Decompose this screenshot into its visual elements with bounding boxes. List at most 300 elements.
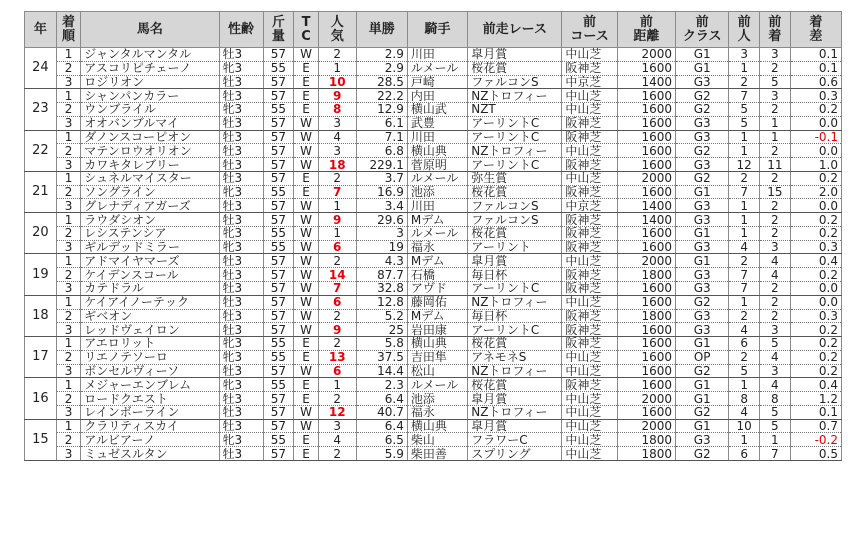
- margin-cell: 0.0: [790, 295, 841, 309]
- odds-cell: 3.4: [356, 199, 407, 213]
- margin-cell: 0.3: [790, 89, 841, 103]
- prev-course-cell: 阪神芝: [562, 61, 617, 75]
- prev-finish-cell: 1: [759, 433, 790, 447]
- prev-class-cell: G1: [676, 185, 729, 199]
- sex-age-cell: 牝3: [219, 337, 263, 351]
- jockey-cell: ルメール: [407, 226, 467, 240]
- prev-race-cell: アーリントC: [468, 130, 562, 144]
- tc-cell: W: [294, 226, 319, 240]
- margin-cell: 2.0: [790, 185, 841, 199]
- column-header: 年: [25, 12, 57, 48]
- prev-class-cell: G1: [676, 61, 729, 75]
- tc-cell: E: [294, 392, 319, 406]
- weight-cell: 57: [263, 199, 294, 213]
- prev-pop-cell: 2: [729, 171, 760, 185]
- prev-class-cell: G3: [676, 433, 729, 447]
- prev-pop-cell: 2: [729, 350, 760, 364]
- sex-age-cell: 牡3: [219, 213, 263, 227]
- horse-name-cell: ボンセルヴィーソ: [81, 364, 219, 378]
- prev-finish-cell: 3: [759, 364, 790, 378]
- prev-distance-cell: 1800: [617, 447, 675, 461]
- jockey-cell: 藤岡佑: [407, 295, 467, 309]
- tc-cell: W: [294, 268, 319, 282]
- popularity-cell: 10: [318, 75, 356, 89]
- tc-cell: E: [294, 75, 319, 89]
- margin-cell: -0.2: [790, 433, 841, 447]
- year-cell: 18: [25, 295, 57, 336]
- horse-name-cell: ウンブライル: [81, 103, 219, 117]
- prev-race-cell: 桜花賞: [468, 185, 562, 199]
- odds-cell: 2.9: [356, 61, 407, 75]
- table-row: [25, 158, 842, 172]
- popularity-cell: 9: [318, 213, 356, 227]
- prev-class-cell: G2: [676, 171, 729, 185]
- tc-cell: W: [294, 48, 319, 62]
- margin-cell: 0.3: [790, 240, 841, 254]
- prev-race-cell: NZトロフィー: [468, 295, 562, 309]
- prev-course-cell: 中山芝: [562, 447, 617, 461]
- odds-cell: 7.1: [356, 130, 407, 144]
- jockey-cell: 柴田善: [407, 447, 467, 461]
- finish-cell: 1: [56, 213, 81, 227]
- jockey-cell: 池添: [407, 185, 467, 199]
- prev-pop-cell: 10: [729, 419, 760, 433]
- horse-name-cell: カワキタレブリー: [81, 158, 219, 172]
- prev-distance-cell: 1600: [617, 89, 675, 103]
- sex-age-cell: 牝3: [219, 240, 263, 254]
- table-row: [25, 103, 842, 117]
- prev-distance-cell: 1600: [617, 405, 675, 419]
- popularity-cell: 1: [318, 226, 356, 240]
- prev-distance-cell: 1600: [617, 116, 675, 130]
- weight-cell: 55: [263, 350, 294, 364]
- column-header: 単勝: [356, 12, 407, 48]
- table-row: [25, 309, 842, 323]
- jockey-cell: 横山典: [407, 337, 467, 351]
- prev-distance-cell: 1600: [617, 295, 675, 309]
- horse-name-cell: アエロリット: [81, 337, 219, 351]
- prev-pop-cell: 1: [729, 61, 760, 75]
- weight-cell: 57: [263, 213, 294, 227]
- horse-name-cell: オオバンブルマイ: [81, 116, 219, 130]
- prev-course-cell: 阪神芝: [562, 268, 617, 282]
- sex-age-cell: 牡3: [219, 158, 263, 172]
- horse-name-cell: ロジリオン: [81, 75, 219, 89]
- prev-distance-cell: 1600: [617, 185, 675, 199]
- weight-cell: 57: [263, 116, 294, 130]
- prev-pop-cell: 6: [729, 337, 760, 351]
- tc-cell: E: [294, 171, 319, 185]
- finish-cell: 3: [56, 116, 81, 130]
- prev-course-cell: 中山芝: [562, 419, 617, 433]
- horse-name-cell: レッドヴェイロン: [81, 323, 219, 337]
- odds-cell: 87.7: [356, 268, 407, 282]
- weight-cell: 57: [263, 171, 294, 185]
- finish-cell: 2: [56, 350, 81, 364]
- weight-cell: 57: [263, 254, 294, 268]
- prev-course-cell: 阪神芝: [562, 282, 617, 296]
- weight-cell: 57: [263, 309, 294, 323]
- sex-age-cell: 牝3: [219, 378, 263, 392]
- sex-age-cell: 牝3: [219, 226, 263, 240]
- tc-cell: W: [294, 309, 319, 323]
- sex-age-cell: 牡3: [219, 268, 263, 282]
- weight-cell: 55: [263, 240, 294, 254]
- prev-distance-cell: 2000: [617, 392, 675, 406]
- finish-cell: 3: [56, 199, 81, 213]
- horse-name-cell: ダノンスコーピオン: [81, 130, 219, 144]
- table-row: [25, 240, 842, 254]
- prev-race-cell: アーリントC: [468, 116, 562, 130]
- odds-cell: 229.1: [356, 158, 407, 172]
- popularity-cell: 9: [318, 89, 356, 103]
- finish-cell: 2: [56, 103, 81, 117]
- prev-distance-cell: 1600: [617, 282, 675, 296]
- prev-class-cell: G3: [676, 130, 729, 144]
- margin-cell: 0.0: [790, 282, 841, 296]
- tc-cell: W: [294, 364, 319, 378]
- popularity-cell: 1: [318, 199, 356, 213]
- table-row: [25, 405, 842, 419]
- horse-name-cell: アドマイヤマーズ: [81, 254, 219, 268]
- tc-cell: E: [294, 185, 319, 199]
- prev-class-cell: G3: [676, 116, 729, 130]
- prev-pop-cell: 1: [729, 144, 760, 158]
- weight-cell: 55: [263, 378, 294, 392]
- finish-cell: 3: [56, 364, 81, 378]
- weight-cell: 57: [263, 323, 294, 337]
- sex-age-cell: 牡3: [219, 116, 263, 130]
- jockey-cell: 柴山: [407, 433, 467, 447]
- odds-cell: 32.8: [356, 282, 407, 296]
- margin-cell: 0.2: [790, 350, 841, 364]
- jockey-cell: Mデム: [407, 213, 467, 227]
- column-header: 斤 量: [263, 12, 294, 48]
- margin-cell: 0.6: [790, 75, 841, 89]
- year-cell: 15: [25, 419, 57, 460]
- popularity-cell: 13: [318, 350, 356, 364]
- table-row: [25, 447, 842, 461]
- prev-race-cell: 桜花賞: [468, 378, 562, 392]
- prev-course-cell: 中山芝: [562, 103, 617, 117]
- year-cell: 16: [25, 378, 57, 419]
- year-cell: 23: [25, 89, 57, 130]
- prev-course-cell: 阪神芝: [562, 378, 617, 392]
- prev-distance-cell: 1600: [617, 144, 675, 158]
- prev-class-cell: OP: [676, 350, 729, 364]
- popularity-cell: 2: [318, 309, 356, 323]
- finish-cell: 1: [56, 419, 81, 433]
- margin-cell: 0.2: [790, 213, 841, 227]
- prev-class-cell: G1: [676, 419, 729, 433]
- prev-pop-cell: 7: [729, 89, 760, 103]
- margin-cell: 0.1: [790, 48, 841, 62]
- table-row: [25, 226, 842, 240]
- column-header: 前走レース: [468, 12, 562, 48]
- finish-cell: 1: [56, 378, 81, 392]
- prev-finish-cell: 2: [759, 226, 790, 240]
- weight-cell: 55: [263, 337, 294, 351]
- horse-name-cell: ジャンタルマンタル: [81, 48, 219, 62]
- tc-cell: W: [294, 295, 319, 309]
- margin-cell: 0.4: [790, 254, 841, 268]
- jockey-cell: 戸崎: [407, 75, 467, 89]
- prev-distance-cell: 1600: [617, 226, 675, 240]
- jockey-cell: アヴド: [407, 282, 467, 296]
- prev-race-cell: ファルコンS: [468, 199, 562, 213]
- prev-finish-cell: 4: [759, 254, 790, 268]
- popularity-cell: 4: [318, 433, 356, 447]
- prev-race-cell: 皐月賞: [468, 48, 562, 62]
- popularity-cell: 7: [318, 185, 356, 199]
- prev-course-cell: 阪神芝: [562, 213, 617, 227]
- popularity-cell: 18: [318, 158, 356, 172]
- table-row: [25, 116, 842, 130]
- horse-name-cell: ケイアイノーテック: [81, 295, 219, 309]
- prev-distance-cell: 1600: [617, 130, 675, 144]
- prev-course-cell: 阪神芝: [562, 116, 617, 130]
- odds-cell: 25: [356, 323, 407, 337]
- year-cell: 22: [25, 130, 57, 171]
- odds-cell: 29.6: [356, 213, 407, 227]
- column-header: 人 気: [318, 12, 356, 48]
- sex-age-cell: 牡3: [219, 447, 263, 461]
- prev-course-cell: 中山芝: [562, 433, 617, 447]
- popularity-cell: 3: [318, 116, 356, 130]
- jockey-cell: 吉田隼: [407, 350, 467, 364]
- prev-course-cell: 中山芝: [562, 254, 617, 268]
- tc-cell: W: [294, 419, 319, 433]
- prev-pop-cell: 4: [729, 323, 760, 337]
- prev-class-cell: G3: [676, 213, 729, 227]
- odds-cell: 22.2: [356, 89, 407, 103]
- sex-age-cell: 牡3: [219, 254, 263, 268]
- prev-class-cell: G2: [676, 364, 729, 378]
- margin-cell: 0.2: [790, 171, 841, 185]
- jockey-cell: Mデム: [407, 254, 467, 268]
- table-row: [25, 268, 842, 282]
- prev-course-cell: 中山芝: [562, 392, 617, 406]
- weight-cell: 57: [263, 130, 294, 144]
- tc-cell: W: [294, 213, 319, 227]
- popularity-cell: 3: [318, 144, 356, 158]
- sex-age-cell: 牝3: [219, 350, 263, 364]
- prev-course-cell: 中山芝: [562, 364, 617, 378]
- prev-finish-cell: 3: [759, 89, 790, 103]
- table-row: [25, 185, 842, 199]
- prev-pop-cell: 4: [729, 240, 760, 254]
- prev-pop-cell: 5: [729, 116, 760, 130]
- tc-cell: W: [294, 199, 319, 213]
- sex-age-cell: 牝3: [219, 433, 263, 447]
- tc-cell: E: [294, 103, 319, 117]
- prev-course-cell: 阪神芝: [562, 323, 617, 337]
- prev-finish-cell: 3: [759, 240, 790, 254]
- weight-cell: 57: [263, 75, 294, 89]
- prev-distance-cell: 1400: [617, 75, 675, 89]
- prev-pop-cell: 8: [729, 392, 760, 406]
- weight-cell: 55: [263, 433, 294, 447]
- horse-name-cell: ケイデンスコール: [81, 268, 219, 282]
- table-row: [25, 144, 842, 158]
- prev-pop-cell: 1: [729, 213, 760, 227]
- tc-cell: W: [294, 240, 319, 254]
- odds-cell: 6.1: [356, 116, 407, 130]
- horse-name-cell: ギルデッドミラー: [81, 240, 219, 254]
- jockey-cell: Mデム: [407, 309, 467, 323]
- odds-cell: 5.2: [356, 309, 407, 323]
- table-row: [25, 350, 842, 364]
- margin-cell: 0.4: [790, 378, 841, 392]
- margin-cell: 0.1: [790, 405, 841, 419]
- finish-cell: 2: [56, 185, 81, 199]
- weight-cell: 57: [263, 405, 294, 419]
- table-row: [25, 295, 842, 309]
- popularity-cell: 6: [318, 295, 356, 309]
- prev-race-cell: NZトロフィー: [468, 144, 562, 158]
- tc-cell: W: [294, 130, 319, 144]
- tc-cell: W: [294, 144, 319, 158]
- horse-name-cell: マテンロウオリオン: [81, 144, 219, 158]
- popularity-cell: 2: [318, 337, 356, 351]
- prev-course-cell: 阪神芝: [562, 158, 617, 172]
- prev-distance-cell: 1600: [617, 364, 675, 378]
- weight-cell: 57: [263, 89, 294, 103]
- prev-distance-cell: 1400: [617, 213, 675, 227]
- weight-cell: 55: [263, 103, 294, 117]
- jockey-cell: 川田: [407, 199, 467, 213]
- tc-cell: E: [294, 337, 319, 351]
- margin-cell: 0.5: [790, 447, 841, 461]
- horse-name-cell: ロードクエスト: [81, 392, 219, 406]
- finish-cell: 3: [56, 405, 81, 419]
- prev-class-cell: G2: [676, 89, 729, 103]
- tc-cell: E: [294, 378, 319, 392]
- prev-race-cell: 皐月賞: [468, 254, 562, 268]
- jockey-cell: 池添: [407, 392, 467, 406]
- sex-age-cell: 牡3: [219, 199, 263, 213]
- prev-pop-cell: 5: [729, 103, 760, 117]
- table-row: [25, 75, 842, 89]
- prev-race-cell: スプリング: [468, 447, 562, 461]
- horse-name-cell: リエノテソーロ: [81, 350, 219, 364]
- horse-name-cell: アルビアーノ: [81, 433, 219, 447]
- jockey-cell: ルメール: [407, 378, 467, 392]
- column-header: T C: [294, 12, 319, 48]
- finish-cell: 2: [56, 433, 81, 447]
- finish-cell: 3: [56, 447, 81, 461]
- weight-cell: 55: [263, 185, 294, 199]
- sex-age-cell: 牡3: [219, 144, 263, 158]
- table-row: [25, 213, 842, 227]
- prev-course-cell: 中山芝: [562, 171, 617, 185]
- table-row: [25, 48, 842, 62]
- prev-finish-cell: 1: [759, 116, 790, 130]
- jockey-cell: ルメール: [407, 171, 467, 185]
- weight-cell: 57: [263, 447, 294, 461]
- prev-class-cell: G2: [676, 447, 729, 461]
- horse-name-cell: アスコリピチェーノ: [81, 61, 219, 75]
- sex-age-cell: 牝3: [219, 103, 263, 117]
- finish-cell: 2: [56, 268, 81, 282]
- prev-class-cell: G3: [676, 323, 729, 337]
- finish-cell: 1: [56, 295, 81, 309]
- odds-cell: 3: [356, 226, 407, 240]
- prev-finish-cell: 5: [759, 405, 790, 419]
- margin-cell: 0.1: [790, 61, 841, 75]
- jockey-cell: 岩田康: [407, 323, 467, 337]
- prev-finish-cell: 3: [759, 48, 790, 62]
- margin-cell: 0.2: [790, 103, 841, 117]
- prev-distance-cell: 1600: [617, 240, 675, 254]
- prev-distance-cell: 1600: [617, 323, 675, 337]
- tc-cell: W: [294, 323, 319, 337]
- popularity-cell: 12: [318, 405, 356, 419]
- popularity-cell: 2: [318, 392, 356, 406]
- finish-cell: 3: [56, 240, 81, 254]
- margin-cell: 0.2: [790, 337, 841, 351]
- jockey-cell: 川田: [407, 48, 467, 62]
- jockey-cell: 菅原明: [407, 158, 467, 172]
- prev-class-cell: G3: [676, 282, 729, 296]
- prev-course-cell: 阪神芝: [562, 240, 617, 254]
- column-header: 騎手: [407, 12, 467, 48]
- prev-pop-cell: 1: [729, 295, 760, 309]
- popularity-cell: 2: [318, 171, 356, 185]
- odds-cell: 6.4: [356, 419, 407, 433]
- table-row: [25, 433, 842, 447]
- prev-class-cell: G2: [676, 405, 729, 419]
- popularity-cell: 1: [318, 61, 356, 75]
- prev-course-cell: 阪神芝: [562, 309, 617, 323]
- prev-distance-cell: 1800: [617, 433, 675, 447]
- tc-cell: E: [294, 350, 319, 364]
- prev-race-cell: 桜花賞: [468, 337, 562, 351]
- weight-cell: 57: [263, 295, 294, 309]
- prev-pop-cell: 6: [729, 447, 760, 461]
- table-row: [25, 171, 842, 185]
- prev-pop-cell: 2: [729, 254, 760, 268]
- finish-cell: 1: [56, 337, 81, 351]
- popularity-cell: 6: [318, 364, 356, 378]
- prev-class-cell: G1: [676, 378, 729, 392]
- sex-age-cell: 牡3: [219, 75, 263, 89]
- prev-course-cell: 中京芝: [562, 75, 617, 89]
- prev-pop-cell: 7: [729, 282, 760, 296]
- prev-class-cell: G1: [676, 226, 729, 240]
- prev-finish-cell: 2: [759, 103, 790, 117]
- prev-pop-cell: 7: [729, 268, 760, 282]
- prev-race-cell: 桜花賞: [468, 61, 562, 75]
- prev-course-cell: 中山芝: [562, 144, 617, 158]
- popularity-cell: 1: [318, 378, 356, 392]
- prev-class-cell: G3: [676, 75, 729, 89]
- odds-cell: 28.5: [356, 75, 407, 89]
- odds-cell: 5.9: [356, 447, 407, 461]
- prev-distance-cell: 1600: [617, 350, 675, 364]
- prev-course-cell: 中山芝: [562, 48, 617, 62]
- year-cell: 17: [25, 337, 57, 378]
- finish-cell: 1: [56, 48, 81, 62]
- popularity-cell: 6: [318, 240, 356, 254]
- prev-finish-cell: 5: [759, 337, 790, 351]
- odds-cell: 19: [356, 240, 407, 254]
- weight-cell: 57: [263, 158, 294, 172]
- horse-name-cell: シャンパンカラー: [81, 89, 219, 103]
- prev-race-cell: アーリントC: [468, 158, 562, 172]
- jockey-cell: 内田: [407, 89, 467, 103]
- sex-age-cell: 牡3: [219, 323, 263, 337]
